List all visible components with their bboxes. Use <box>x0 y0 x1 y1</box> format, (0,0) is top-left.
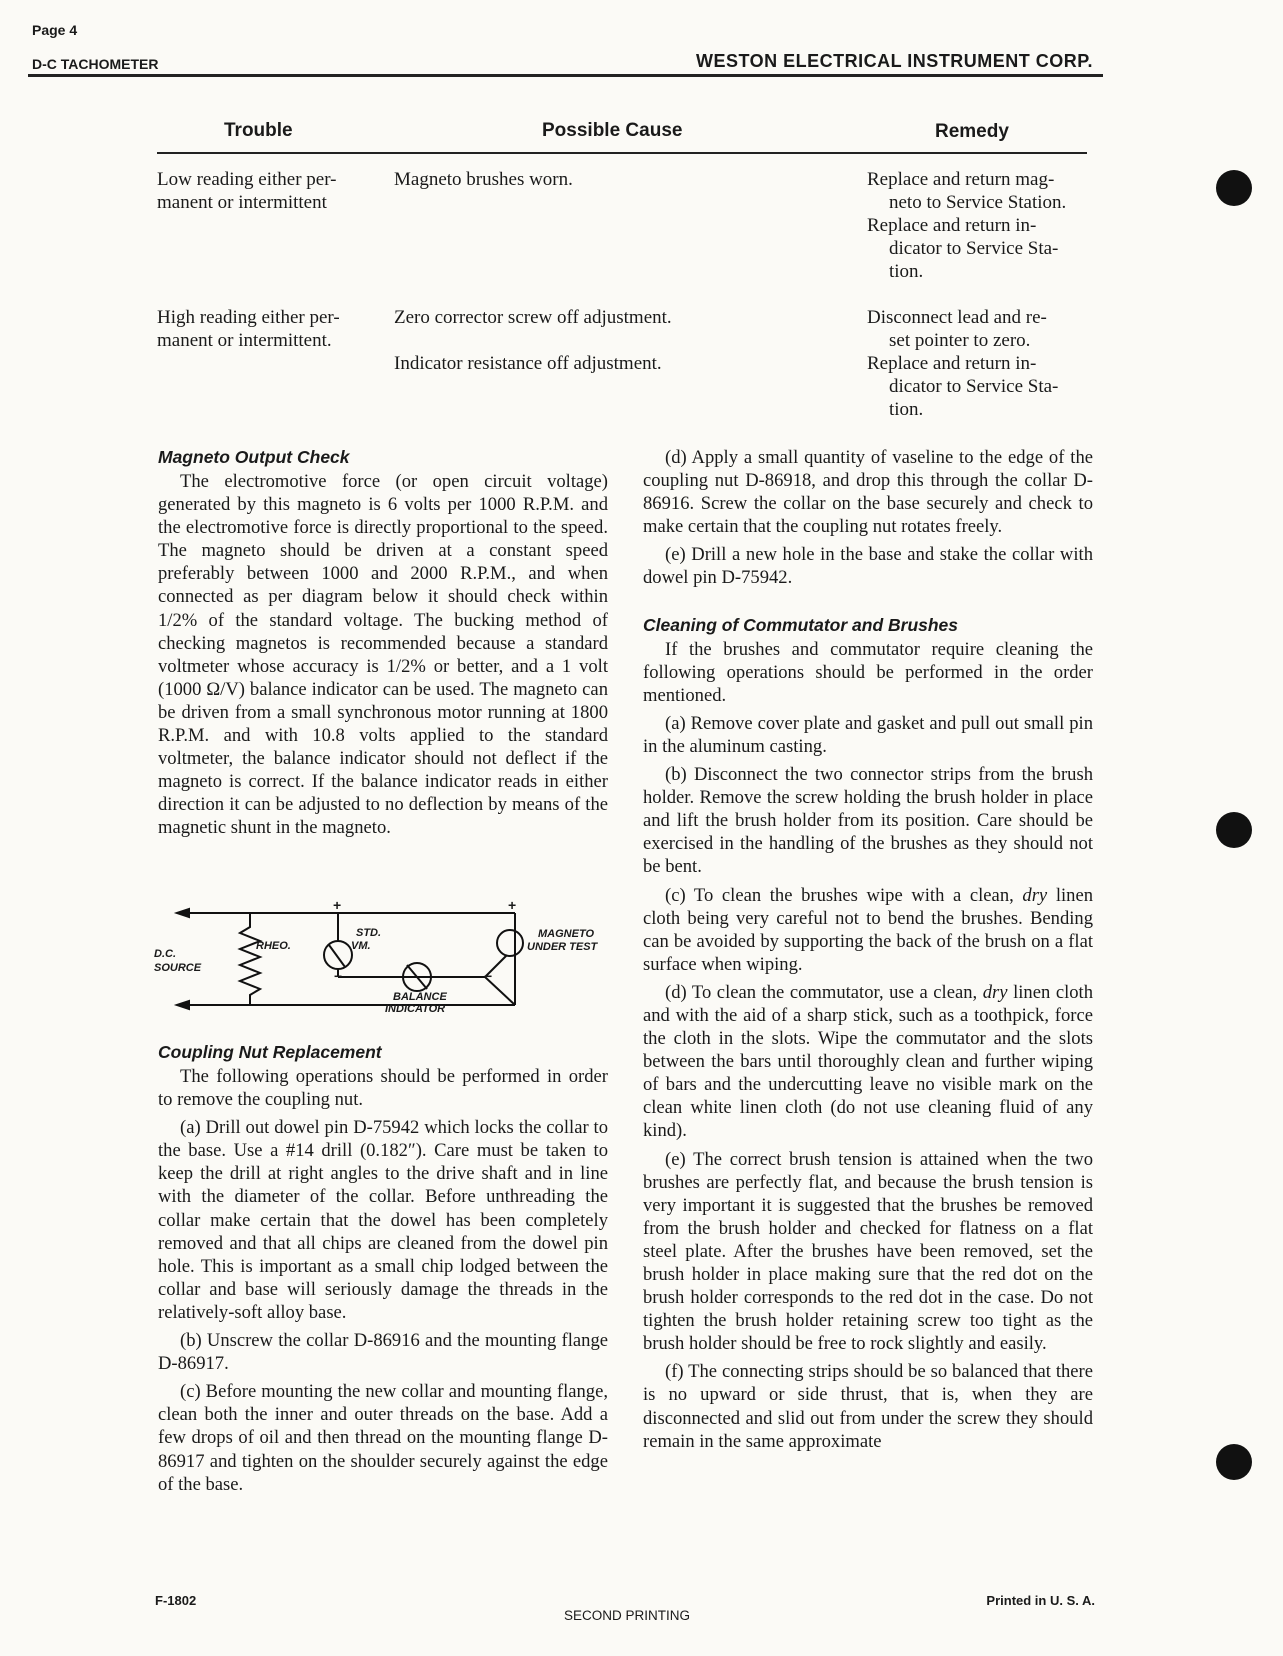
diagram-label-std: STD. <box>356 927 382 939</box>
remedy-line: Replace and return in- <box>867 215 1037 236</box>
cleaning-step-a: (a) Remove cover plate and gasket and pull out small pin in the aluminum casting. <box>643 712 1093 757</box>
remedy-line: dicator to Service Sta- <box>889 238 1059 259</box>
diagram-label-source: SOURCE <box>154 962 202 974</box>
table-header-remedy: Remedy <box>935 121 1009 142</box>
remedy-line: neto to Service Station. <box>889 192 1067 213</box>
section-heading-coupling: Coupling Nut Replacement <box>158 1042 382 1062</box>
diagram-minus-std: − <box>334 968 343 984</box>
remedy-line: tion. <box>889 399 924 420</box>
company-name: WESTON ELECTRICAL INSTRUMENT CORP. <box>695 51 1093 71</box>
diagram-label-magneto: MAGNETO <box>538 928 595 940</box>
printing-note: SECOND PRINTING <box>564 1608 691 1623</box>
diagram-label-rheo: RHEO. <box>256 940 291 952</box>
remedy-line: Disconnect lead and re- <box>867 307 1047 328</box>
row2-cause-1: Zero corrector screw off adjustment. <box>394 307 672 328</box>
punch-hole <box>1216 170 1252 206</box>
remedy-line: dicator to Service Sta- <box>889 376 1059 397</box>
coupling-step-a: (a) Drill out dowel pin D-75942 which locks the collar to the base. Use a #14 drill (0.182″). Care must be taken to keep the drill at right angles to the drive shaft and in line with the diameter of the collar. Before unthreading the collar make certain that the dowel has been completely removed and that all chips are cleaned from the dowel pin hole. This is important as a small chip lodged between the collar and base will seriously damage the threads in the relatively-soft alloy base. <box>158 1117 608 1323</box>
punch-hole <box>1216 1444 1252 1480</box>
row1-trouble-line: Low reading either per- <box>157 169 337 190</box>
section-heading-cleaning: Cleaning of Commutator and Brushes <box>643 614 959 635</box>
remedy-line: Replace and return in- <box>867 353 1037 374</box>
remedy-line: set pointer to zero. <box>889 330 1031 351</box>
right-column <box>643 446 1093 1458</box>
cleaning-c-text: (c) To clean the brushes wipe with a clean, <box>665 884 1023 906</box>
cleaning-c-text: linen cloth being very careful not to bend the brushes. Bending can be avoided by supporting the back of the brush on a flat surface when wiping. <box>643 884 1093 975</box>
cleaning-intro: If the brushes and commutator require cleaning the following operations should be performed in the order mentioned. <box>643 638 1093 706</box>
row1-remedy-2 <box>867 214 1058 283</box>
row1-remedy-1 <box>867 168 1066 214</box>
coupling-step-e: (e) Drill a new hole in the base and stake the collar with dowel pin D-75942. <box>643 544 1093 589</box>
cleaning-step-c <box>643 884 1093 976</box>
diagram-plus-magneto: + <box>508 897 517 913</box>
coupling-step-d: (d) Apply a small quantity of vaseline to the edge of the coupling nut D-86918, and drop this through the collar D-86916. Screw the collar on the base securely and check to make certain that the coupling nut rotates freely. <box>643 447 1093 538</box>
row2-trouble <box>157 306 340 352</box>
table-header-trouble: Trouble <box>224 120 293 141</box>
row1-trouble-line: manent or intermittent <box>157 192 327 213</box>
left-column-top <box>158 446 608 840</box>
diagram-label-vm: VM. <box>351 940 371 952</box>
table-header-rule <box>157 152 1087 154</box>
cleaning-c-emphasis: dry <box>1022 884 1048 906</box>
row2-remedy-1 <box>867 306 1047 352</box>
cleaning-d-text: linen cloth and with the aid of a sharp stick, such as a toothpick, force the cloth in the slots. Wipe the commutator and the slots between the bars until thoroughly clean and further wiping of bars and the undercutting leave no visible mark on the clean white linen cloth (do not use cleaning fluid of any kind). <box>643 981 1093 1142</box>
cleaning-step-f: (f) The connecting strips should be so balanced that there is no upward or side thrust, that is, when they are disconnected and slid out from under the screw they should remain in the same approximate <box>643 1361 1093 1452</box>
coupling-step-b: (b) Unscrew the collar D-86916 and the mounting flange D-86917. <box>158 1330 608 1375</box>
printed-in: Printed in U. S. A. <box>986 1593 1095 1608</box>
row2-trouble-line: High reading either per- <box>157 307 340 328</box>
product-name: D-C TACHOMETER <box>32 56 159 72</box>
cleaning-d-text: (d) To clean the commutator, use a clean, <box>665 981 983 1003</box>
cleaning-step-e: (e) The correct brush tension is attained when the two brushes are perfectly flat, and because the brush tension is very important it is suggested that the brushes be removed from the brush holder and checked for flatness on a flat steel plate. After the brushes have been removed, set the brush holder in place making sure that the red dot on the brush holder corresponds to the red dot in the case. Do not tighten the brush holder retaining screw too tight as the brush holder should be free to rock slightly and easily. <box>643 1148 1093 1355</box>
punch-hole <box>1216 812 1252 848</box>
form-number: F-1802 <box>155 1593 197 1608</box>
page-number: Page 4 <box>32 22 78 38</box>
diagram-label-balance: BALANCE <box>393 991 447 1003</box>
row2-remedy-2 <box>867 352 1058 421</box>
header-rule <box>28 74 1103 77</box>
row2-trouble-line: manent or intermittent. <box>157 330 332 351</box>
coupling-step-c: (c) Before mounting the new collar and mounting flange, clean both the inner and outer threads on the base. Add a few drops of oil and then thread on the mounting flange D-86917 and tighten on the shoulder securely against the edge of the base. <box>158 1381 608 1495</box>
row1-cause: Magneto brushes worn. <box>394 169 573 190</box>
cleaning-d-emphasis: dry <box>982 981 1008 1003</box>
row2-cause-2: Indicator resistance off adjustment. <box>394 353 662 374</box>
magneto-paragraph: The electromotive force (or open circuit voltage) generated by this magneto is 6 volts per 1000 R.P.M. and the electromotive force is directly proportional to the speed. The magneto should be driven at a constant speed preferably between 1000 and 2000 R.P.M., and when connected as per diagram below it should check within 1/2% of the standard voltage. The bucking method of checking magnetos is recommended because a standard voltmeter whose accuracy is 1/2% or better, and a 1 volt (1000 Ω/V) balance indicator can be used. The magneto can be driven from a small synchronous motor running at 1800 R.P.M. and with 10.8 volts applied to the standard voltmeter, the balance indicator should not deflect if the magneto is correct. If the balance indicator reads in either direction it can be adjusted to no deflection by means of the magnetic shunt in the magneto. <box>158 471 608 839</box>
remedy-line: tion. <box>889 261 924 282</box>
table-header-cause: Possible Cause <box>542 120 683 141</box>
cleaning-step-d <box>643 981 1093 1143</box>
diagram-label-under-test: UNDER TEST <box>527 941 598 953</box>
section-heading-magneto: Magneto Output Check <box>158 447 350 467</box>
coupling-intro: The following operations should be performed in order to remove the coupling nut. <box>158 1066 608 1111</box>
cleaning-step-b: (b) Disconnect the two connector strips from the brush holder. Remove the screw holding the brush holder in place and lift the brush holder from its position. Care should be exercised in the handling of the brushes as they should not be bent. <box>643 764 1093 878</box>
diagram-minus-magneto: − <box>484 968 493 984</box>
diagram-label-dc: D.C. <box>154 948 176 960</box>
remedy-line: Replace and return mag- <box>867 169 1055 190</box>
diagram-plus-std: + <box>333 897 342 913</box>
left-column-bottom <box>158 1041 608 1501</box>
row1-trouble <box>157 168 337 214</box>
diagram-label-indicator: INDICATOR <box>385 1003 446 1015</box>
